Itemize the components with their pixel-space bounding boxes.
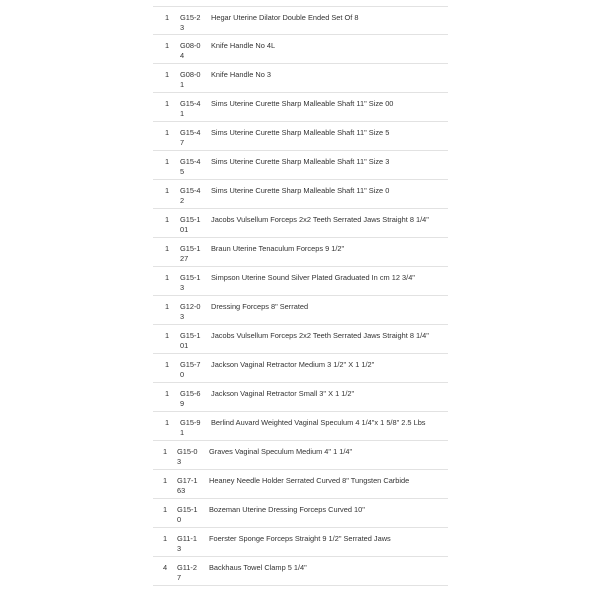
row-quantity: 1 bbox=[163, 476, 168, 485]
row-description: Knife Handle No 4L bbox=[211, 41, 276, 50]
row-sku: G15-13 bbox=[180, 273, 201, 292]
table-row bbox=[153, 180, 448, 209]
table-row bbox=[153, 238, 448, 267]
row-quantity: 1 bbox=[163, 534, 168, 543]
row-description: Bozeman Uterine Dressing Forceps Curved 10" bbox=[209, 505, 365, 514]
row-quantity: 1 bbox=[163, 447, 168, 456]
row-description: Jackson Vaginal Retractor Small 3" X 1 1/2" bbox=[211, 389, 355, 398]
row-description: Sims Uterine Curette Sharp Malleable Shaft 11" Size 00 bbox=[211, 99, 394, 108]
row-sku: G15-70 bbox=[180, 360, 201, 379]
row-quantity: 1 bbox=[165, 244, 170, 253]
row-description: Hegar Uterine Dilator Double Ended Set Of 8 bbox=[211, 13, 359, 22]
table-row bbox=[153, 267, 448, 296]
row-sku: G15-03 bbox=[177, 447, 198, 466]
row-quantity: 1 bbox=[163, 505, 168, 514]
row-sku: G15-91 bbox=[180, 418, 201, 437]
row-sku: G17-163 bbox=[177, 476, 198, 495]
row-quantity: 1 bbox=[165, 215, 170, 224]
table-row bbox=[153, 499, 448, 528]
row-sku: G15-47 bbox=[180, 128, 201, 147]
row-sku: G08-01 bbox=[180, 70, 201, 89]
table-row bbox=[153, 470, 448, 499]
row-description: Sims Uterine Curette Sharp Malleable Shaft 11" Size 3 bbox=[211, 157, 390, 166]
item-table bbox=[153, 6, 448, 586]
row-description: Jacobs Vulsellum Forceps 2x2 Teeth Serrated Jaws Straight 8 1/4" bbox=[211, 331, 429, 340]
row-description: Sims Uterine Curette Sharp Malleable Shaft 11" Size 0 bbox=[211, 186, 390, 195]
table-row bbox=[153, 6, 448, 35]
row-sku: G15-127 bbox=[180, 244, 201, 263]
row-sku: G15-42 bbox=[180, 186, 201, 205]
row-quantity: 1 bbox=[165, 70, 170, 79]
row-description: Simpson Uterine Sound Silver Plated Graduated In cm 12 3/4" bbox=[211, 273, 415, 282]
table-row bbox=[153, 296, 448, 325]
row-quantity: 1 bbox=[165, 41, 170, 50]
row-quantity: 1 bbox=[165, 331, 170, 340]
row-description: Foerster Sponge Forceps Straight 9 1/2" Serrated Jaws bbox=[209, 534, 391, 543]
table-row bbox=[153, 412, 448, 441]
row-sku: G15-41 bbox=[180, 99, 201, 118]
row-sku: G15-45 bbox=[180, 157, 201, 176]
table-row bbox=[153, 354, 448, 383]
row-description: Braun Uterine Tenaculum Forceps 9 1/2" bbox=[211, 244, 345, 253]
row-sku: G15-101 bbox=[180, 215, 201, 234]
row-sku: G11-13 bbox=[177, 534, 197, 553]
row-description: Backhaus Towel Clamp 5 1/4" bbox=[209, 563, 307, 572]
row-quantity: 1 bbox=[165, 128, 170, 137]
row-quantity: 1 bbox=[165, 360, 170, 369]
row-description: Berlind Auvard Weighted Vaginal Speculum 4 1/4"x 1 5/8" 2.5 Lbs bbox=[211, 418, 426, 427]
row-sku: G15-23 bbox=[180, 13, 201, 32]
row-sku: G15-101 bbox=[180, 331, 201, 350]
table-row bbox=[153, 325, 448, 354]
table-row bbox=[153, 441, 448, 470]
table-row bbox=[153, 209, 448, 238]
row-quantity: 1 bbox=[165, 389, 170, 398]
row-description: Knife Handle No 3 bbox=[211, 70, 271, 79]
table-row bbox=[153, 93, 448, 122]
table-row bbox=[153, 557, 448, 586]
row-quantity: 1 bbox=[165, 273, 170, 282]
row-description: Sims Uterine Curette Sharp Malleable Shaft 11" Size 5 bbox=[211, 128, 390, 137]
row-description: Graves Vaginal Speculum Medium 4" 1 1/4" bbox=[209, 447, 353, 456]
table-row bbox=[153, 35, 448, 64]
row-sku: G15-10 bbox=[177, 505, 198, 524]
row-quantity: 1 bbox=[165, 302, 170, 311]
table-row bbox=[153, 151, 448, 180]
row-sku: G08-04 bbox=[180, 41, 201, 60]
row-sku: G11-27 bbox=[177, 563, 197, 582]
table-row bbox=[153, 383, 448, 412]
table-row bbox=[153, 528, 448, 557]
row-quantity: 1 bbox=[165, 186, 170, 195]
table-row bbox=[153, 122, 448, 151]
row-quantity: 1 bbox=[165, 99, 170, 108]
row-quantity: 1 bbox=[165, 418, 170, 427]
row-description: Jacobs Vulsellum Forceps 2x2 Teeth Serrated Jaws Straight 8 1/4" bbox=[211, 215, 429, 224]
row-description: Jackson Vaginal Retractor Medium 3 1/2" X 1 1/2" bbox=[211, 360, 375, 369]
table-row bbox=[153, 64, 448, 93]
row-description: Dressing Forceps 8" Serrated bbox=[211, 302, 309, 311]
row-sku: G15-69 bbox=[180, 389, 201, 408]
row-quantity: 4 bbox=[163, 563, 168, 572]
row-quantity: 1 bbox=[165, 157, 170, 166]
row-quantity: 1 bbox=[165, 13, 170, 22]
row-description: Heaney Needle Holder Serrated Curved 8" Tungsten Carbide bbox=[209, 476, 410, 485]
row-sku: G12-03 bbox=[180, 302, 201, 321]
